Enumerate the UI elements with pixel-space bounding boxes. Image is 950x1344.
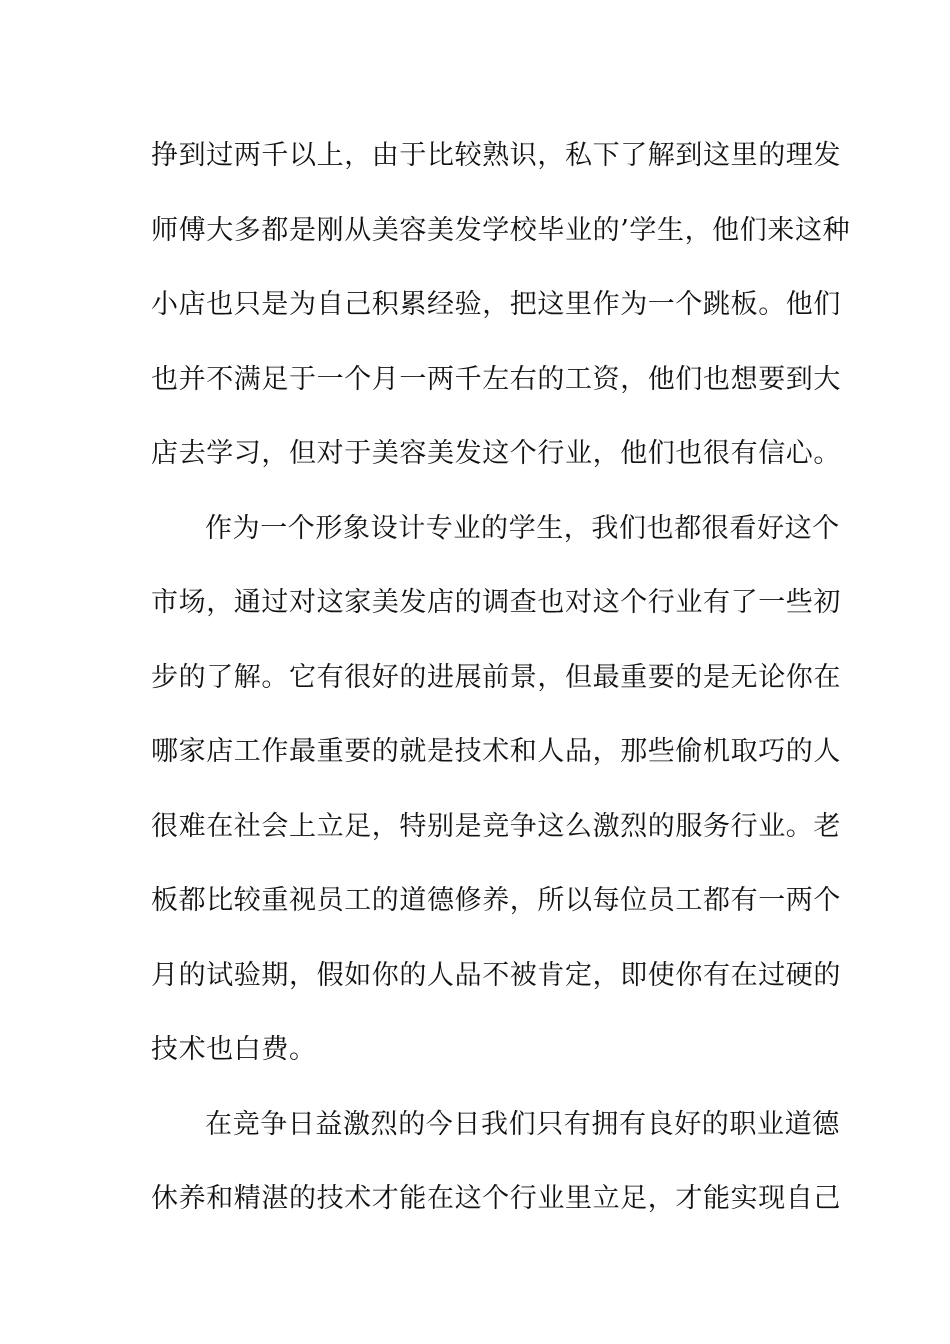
- paragraph-start-line: 在竞争日益激烈的今日我们只有拥有良好的职业道德: [205, 1108, 840, 1140]
- text-line: 市场，通过对这家美发店的调查也对这个行业有了一些初: [151, 587, 841, 618]
- paragraph-start-line: 作为一个形象设计专业的学生，我们也都很看好这个: [205, 512, 840, 544]
- text-line: 休养和精湛的技术才能在这个行业里立足，才能实现自己: [151, 1183, 841, 1214]
- text-line: 师傅大多都是刚从美容美发学校毕业的’学生，他们来这种: [151, 214, 851, 246]
- text-line: 步的了解。它有很好的进展前景，但最重要的是无论你在: [151, 661, 841, 693]
- body-text: [151, 126, 851, 1244]
- text-line: 店去学习，但对于美容美发这个行业，他们也很有信心。: [151, 438, 841, 469]
- text-line: 也并不满足于一个月一两千左右的工资，他们也想要到大: [151, 363, 841, 395]
- text-line: 很难在社会上立足，特别是竞争这么激烈的服务行业。老: [151, 810, 841, 842]
- text-line: 哪家店工作最重要的就是技术和人品，那些偷机取巧的人: [151, 736, 841, 767]
- text-line: 板都比较重视员工的道德修养，所以每位员工都有一两个: [151, 885, 841, 916]
- text-line: 挣到过两千以上，由于比较熟识，私下了解到这里的理发: [151, 140, 841, 171]
- text-line: 月的试验期，假如你的人品不被肯定，即使你有在过硬的: [151, 959, 841, 991]
- text-line: 小店也只是为自己积累经验，把这里作为一个跳板。他们: [151, 289, 841, 320]
- text-line: 技术也白费。: [151, 1034, 317, 1065]
